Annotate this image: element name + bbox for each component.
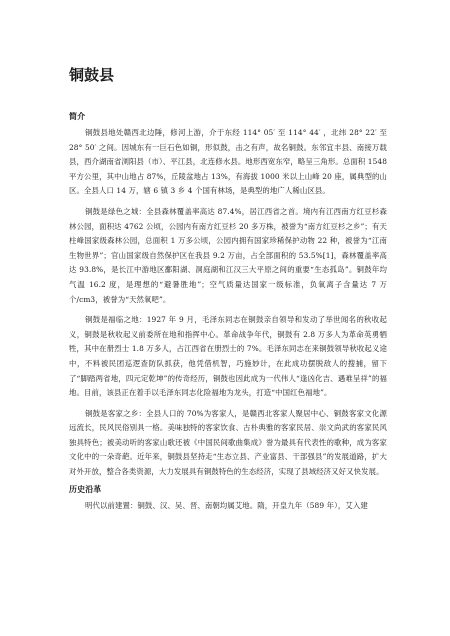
section-heading-intro: 简介 <box>69 112 86 121</box>
section-heading-history: 历史沿革 <box>69 484 102 494</box>
page-title: 铜鼓县 <box>69 66 115 84</box>
paragraph-hakka-hometown: 铜鼓是客家之乡：全县人口的 70%为客家人，是赣西北客家人聚居中心、铜鼓客家文化源远流长，民风民俗别具一格。美味独特的客家饮食、古朴典雅的客家民居、崇文尚武的客家民风独具特色；被美动听的客家山歌还被《中国民间歌曲集成》誉为最具有代表性的歌种，成为客家文化中的一朵奇葩。近年来，铜鼓县坚持走“生态立县、产业富县、干部强县”的发展道路，扩大对外开放，整合各类资源，大力发展具有铜鼓特色的生态经济，实现了县域经济又好又快发展。 <box>69 408 387 477</box>
document-body <box>69 110 387 519</box>
paragraph-history-start: 明代以前建置：铜鼓、汉、吴、晋、南朝均属艾地。隋，开皇九年（589 年），艾入建 <box>85 500 368 510</box>
paragraph-blessed-land: 铜鼓是福临之地：1927 年 9 月，毛泽东同志在铜鼓亲自领导和发动了举世闻名的秋收起义，铜鼓是秋收起义前委所在地和指挥中心。革命战争年代，铜鼓有 2.8 万多人为革命英勇牺牲，其中在册烈士 1.8 万多人，占江西省在册烈士的 7%。毛泽东同志在来铜鼓领导秋收起义途中，不料被民团巡逻查防队抓获，他凭借机智，巧施妙计，在此成功摆脱敌人的搜捕，留下了“脚踏两省地，四元定乾坤”的传奇经历，铜鼓也因此成为一代伟人“逢凶化吉、遇难呈祥”的福地。目前，该县正在着手以毛泽东同志化险福地为龙头，打造“中国红色福地”。 <box>69 315 387 398</box>
paragraph-green-city: 铜鼓是绿色之城：全县森林覆盖率高达 87.4%，居江西省之首。境内有江西南方红豆杉森林公园，面积达 4762 公顷，公园内有南方红豆杉 20 多万株，被誉为“南方红豆杉之乡”；有天柱峰国家级森林公园，总面积 1 万多公顷，公园内拥有国家珍稀保护动物 22 种，被誉为“江南生物世界”；官山国家级自然保护区在我县 9.2 万亩，占全部面积的 53.5%[1]，森林覆盖率高达 93.8%，是长江中游地区鄱阳湖、洞庭湖和江汉三大平原之间的重要“生态孤岛”。铜鼓年均气温 16.2 度，是理想的“避暑胜地”；空气质量达国家一级标准，负氧离子含量达 7 万个/cm3，被誉为“天然氧吧”。 <box>69 206 387 304</box>
paragraph-location: 铜鼓县地处赣西北边陲，修河上游，介于东经 114° 05′ 至 114° 44′ ，北纬 28° 22′ 至 28° 50′ 之间。因城东有一巨石色如铜，形似鼓，击之有声，故名铜鼓。东邻宜丰县、南接万载县，西介湖南省浏阳县（市）、平江县，北连修水县。地形西宽东窄，略呈三角形。总面积 1548 平方公里，其中山地占 87%，丘陵盆地占 13%，有海拔 1000 米以上山峰 20 座，属典型的山区。全县人口 14 万，辖 6 镇 3 乡 4 个国有林场，是典型的地广人稀山区县。 <box>69 128 387 196</box>
